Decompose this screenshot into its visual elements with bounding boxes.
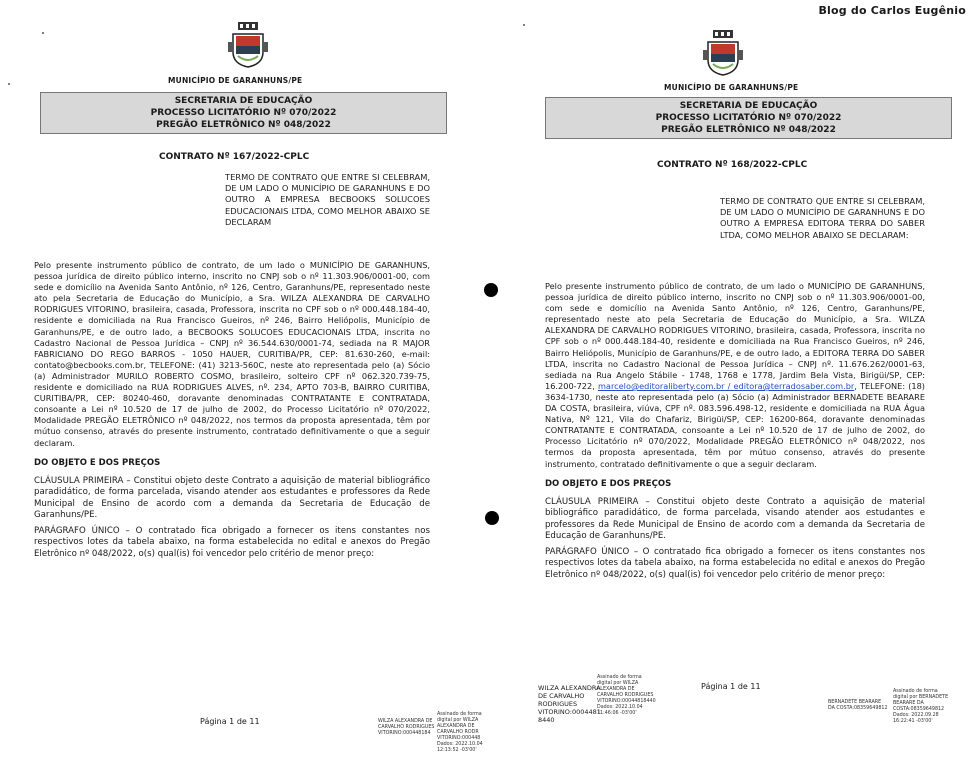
clause-first: CLÁUSULA PRIMEIRA – Constitui objeto deste Contrato a aquisição de material bibliográfico paradidático, de forma parcelada, visando atender aos estudantes e professores da Rede Municipal de Ensino de acordo com a demanda da Secretaria de Educação de Garanhuns/PE. — [545, 496, 925, 542]
contract-body — [34, 260, 430, 564]
contract-number: CONTRATO Nº 168/2022-CPLC — [657, 160, 808, 170]
header-box — [545, 97, 952, 139]
municipality-label: MUNICÍPIO DE GARANHUNS/PE — [168, 76, 303, 85]
section-heading: DO OBJETO E DOS PREÇOS — [34, 457, 161, 468]
page-number: Página 1 de 11 — [701, 682, 761, 691]
scan-speck — [42, 32, 44, 34]
header-line-3: PREGÃO ELETRÔNICO Nº 048/2022 — [156, 120, 331, 130]
email-link[interactable]: marcelo@editoraliberty.com.br / editora@terradosaber.com.br — [597, 380, 855, 391]
contract-number: CONTRATO Nº 167/2022-CPLC — [159, 152, 310, 162]
header-line-2: PROCESSO LICITATÓRIO Nº 070/2022 — [150, 108, 337, 118]
municipal-coat-of-arms-icon — [703, 30, 743, 76]
page-number: Página 1 de 11 — [200, 717, 260, 726]
signature-name: WILZA ALEXANDRA DE CARVALHO RODRIGUES VITORINO:0004481 8440 — [538, 684, 601, 724]
section-heading: DO OBJETO E DOS PREÇOS — [545, 478, 672, 489]
digital-signature-stamp: Assinado de forma digital por WILZA ALEXANDRA DE CARVALHO RODRIGUES VITORINO:00044818440 Dados: 2022.10.04 11:46:06 -03'00' — [597, 675, 656, 716]
contract-summary: TERMO DE CONTRATO QUE ENTRE SI CELEBRAM, DE UM LADO O MUNICÍPIO DE GARANHUNS E DO OUTRO A EMPRESA EDITORA TERRA DO SABER LTDA, COMO MELHOR ABAIXO SE DECLARAM: — [720, 196, 925, 240]
sole-paragraph: PARÁGRAFO ÚNICO – O contratado fica obrigado a fornecer os itens constantes nos respectivos lotes da tabela abaixo, na forma estabelecida no edital e anexos do Pregão Eletrônico nº 048/2022, o(s) qual(is) foi vencedor pelo critério de menor preço: — [545, 546, 925, 580]
contract-body — [545, 281, 925, 585]
header-line-1: SECRETARIA DE EDUCAÇÃO — [174, 96, 313, 106]
signature-name: WILZA ALEXANDRA DE CARVALHO RODRIGUES VITORINO:000448184 — [378, 719, 435, 736]
signature-name: BERNADETE BEARARE DA COSTA:08359649812 — [828, 700, 888, 711]
digital-signature-stamp: Assinado de forma digital por BERNADETE BEARARE DA COSTA:08359649812 Dados: 2022.09.28 16:22:41 -03'00' — [893, 689, 949, 724]
header-line-3: PREGÃO ELETRÔNICO Nº 048/2022 — [661, 125, 836, 135]
scan-speck — [8, 83, 10, 85]
header-box — [40, 92, 447, 134]
sole-paragraph: PARÁGRAFO ÚNICO – O contratado fica obrigado a fornecer os itens constantes nos respectivos lotes da tabela abaixo, na forma estabelecida no edital e anexos do Pregão Eletrônico nº 048/2022, o(s) qual(is) foi vencedor pelo critério de menor preço: — [34, 525, 430, 559]
header-line-1: SECRETARIA DE EDUCAÇÃO — [679, 101, 818, 111]
municipal-coat-of-arms-icon — [228, 22, 268, 68]
clause-first: CLÁUSULA PRIMEIRA – Constitui objeto deste Contrato a aquisição de material bibliográfico paradidático, de forma parcelada, visando atender aos estudantes e professores da Rede Municipal de Ensino de acordo com a demanda da Secretaria de Educação de Garanhuns/PE. — [34, 475, 430, 521]
contract-page-168 — [490, 0, 978, 775]
digital-signature-stamp: Assinado de forma digital por WILZA ALEXANDRA DE CARVALHO RODR VITORINO:000448 Dados: 2022.10.04 12:13:52 -03'00' — [437, 712, 483, 753]
municipality-label: MUNICÍPIO DE GARANHUNS/PE — [664, 83, 799, 92]
header-line-2: PROCESSO LICITATÓRIO Nº 070/2022 — [655, 113, 842, 123]
intro-paragraph: Pelo presente instrumento público de contrato, de um lado o MUNICÍPIO DE GARANHUNS, pessoa jurídica de direito público interno, inscrito no CNPJ sob o nº 11.303.906/0001-00, com sede e domicílio na Avenida Santo Antônio, nº 126, Centro, Garanhuns/PE, representado neste ato pela Secretaria de Educação do Município, a Sra. WILZA ALEXANDRA DE CARVALHO RODRIGUES VITORINO, brasileira, casada, Professora, inscrita no CPF sob o nº 000.448.184-40, residente e domiciliada na Rua Francisco Gueiros, nº 246, Bairro Heliópolis, Município de Garanhuns/PE, e de outro lado, a EDITORA TERRA DO SABER LTDA, inscrita no Cadastro Nacional de Pessoa Jurídica – CNPJ nº. 11.676.262/0001-63, sediada na Rua Angelo Stábile - 1748, 1768 e 1778, Jardim Bela Vista, Birigüi/SP, CEP: 16.200-722, marcelo@editoraliberty.com.br / editora@terradosaber.com.br, TELEFONE: (18) 3634-1730, neste ato representada pelo (a) Sócio (a) Administrador BERNADETE BEARARE DA COSTA, brasileira, viúva, CPF nº. 083.596.498-12, residente e domiciliada na RUA Água Nativa, Nº 121, Vila do Chafariz, Birigüi/SP, CEP: 16200-864, doravante denominadas CONTRATANTE E CONTRATADA, consoante a Lei nº 10.520 de 17 de julho de 2002, do Processo Licitatório nº 070/2022, Modalidade PREGÃO ELETRÔNICO nº 048/2022, nos termos da proposta apresentada, têm por mútuo consenso, através do presente instrumento, contratado definitivamente o que a seguir declaram. — [545, 281, 925, 469]
contract-summary: TERMO DE CONTRATO QUE ENTRE SI CELEBRAM, DE UM LADO O MUNICÍPIO DE GARANHUNS E DO OUTRO A EMPRESA BECBOOKS SOLUCOES EDUCACIONAIS LTDA, COMO MELHOR ABAIXO SE DECLARAM — [225, 172, 430, 227]
intro-paragraph: Pelo presente instrumento público de contrato, de um lado o MUNICÍPIO DE GARANHUNS, pessoa jurídica de direito público interno, inscrito no CNPJ sob o nº 11.303.906/0001-00, com sede e domicílio na Avenida Santo Antônio, nº 126, Centro, Garanhuns/PE, representado neste ato pela Secretaria de Educação do Município, a Sra. WILZA ALEXANDRA DE CARVALHO RODRIGUES VITORINO, brasileira, casada, Professora, inscrita no CPF sob o nº 000.448.184-40, residente e domiciliada na Rua Francisco Gueiros, nº 246, Bairro Heliópolis, Município de Garanhuns/PE, e de outro lado, a BECBOOKS SOLUCOES EDUCACIONAIS LTDA, inscrita no Cadastro Nacional de Pessoa Jurídica – CNPJ nº 36.544.630/0001-74, sediada na R MAJOR FABRICIANO DO REGO BARROS - 1050 HAUER, CURITIBA/PR, CEP: 81.630-260, e-mail: contato@becbooks.com.br, TELEFONE: (41) 3213-560C, neste ato representada pelo (a) Sócio (a) Administrador MURILO ROBERTO COSMO, brasileiro, solteiro CPF nº 062.320.739-75, residente e domiciliado na RUA RODRIGUES ALVES, nº. 234, APTO 703-B, BAIRRO CURITIBA, CURITIBA/PR, CEP: 80240-460, doravante denominadas CONTRATANTE E CONTRATADA, consoante a Lei nº 10.520 de 17 de julho de 2002, do Processo Licitatório nº 070/2022, Modalidade PREGÃO ELETRÔNICO nº 048/2022, nos termos da proposta apresentada, têm por mútuo consenso, através do presente instrumento, contratado definitivamente o que a seguir declaram. — [34, 260, 430, 448]
contract-page-167 — [0, 0, 485, 775]
blog-watermark: Blog do Carlos Eugênio — [818, 4, 966, 17]
